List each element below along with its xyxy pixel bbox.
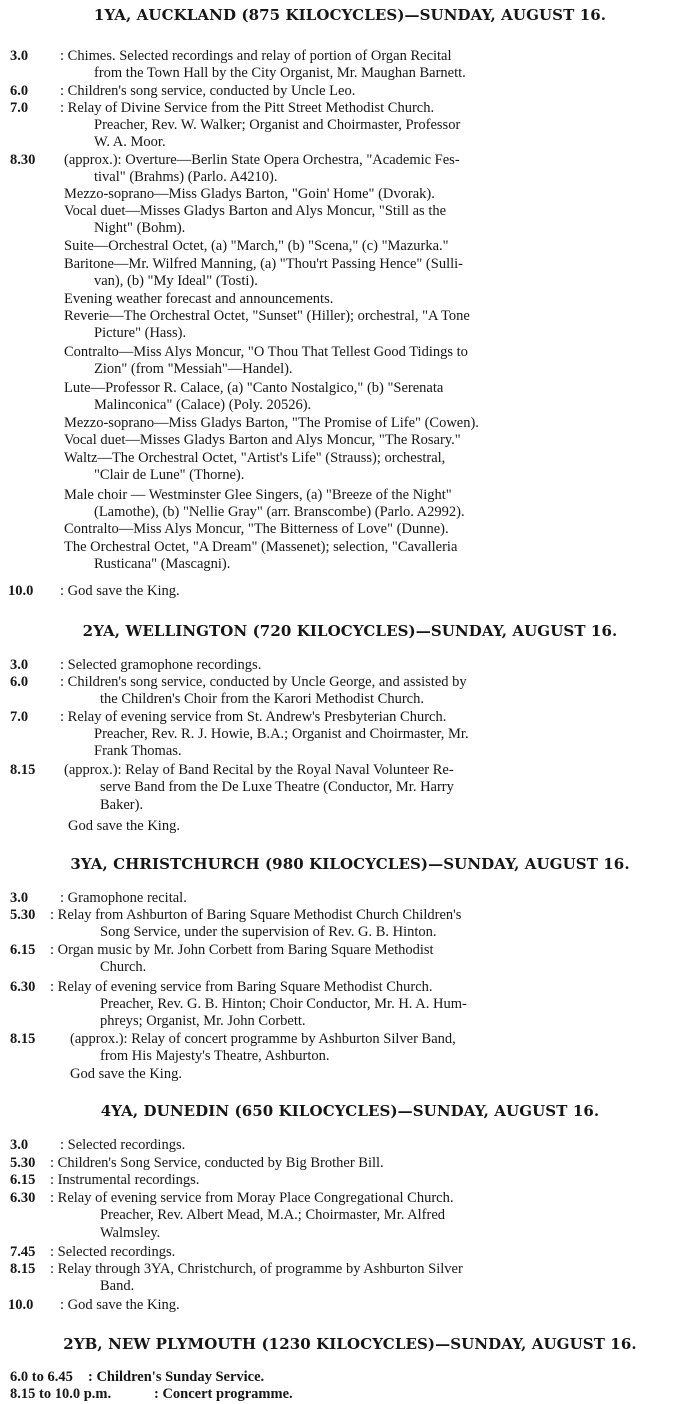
entry-line: Mezzo-soprano—Miss Gladys Barton, "The Promise of Life" (Cowen). (64, 415, 479, 431)
entry-line: Zion" (from "Messiah"—Handel). (94, 361, 293, 377)
entry-line: : Relay of evening service from Baring Square Methodist Church. (50, 979, 433, 995)
entry-line: Preacher, Rev. R. J. Howie, B.A.; Organist and Choirmaster, Mr. (94, 726, 469, 742)
entry-line: God save the King. (68, 818, 180, 834)
programme-entry (4, 907, 694, 924)
programme-entry-cont (4, 256, 694, 273)
entry-line: : God save the King. (60, 583, 180, 599)
entry-line: Walmsley. (100, 1225, 161, 1241)
entry-line: Frank Thomas. (94, 743, 182, 759)
programme-entry (4, 1261, 694, 1278)
entry-line: Waltz—The Orchestral Octet, "Artist's Life" (Strauss); orchestral, (64, 450, 446, 466)
entry-line: (Lamothe), (b) "Nellie Gray" (arr. Branscombe) (Parlo. A2992). (94, 504, 465, 520)
station-heading: 2YA, WELLINGTON (720 KILOCYCLES)—SUNDAY, AUGUST 16. (82, 622, 618, 640)
programme-entry-cont (4, 556, 694, 573)
entry-line: : God save the King. (60, 1297, 180, 1313)
entry-line: : Concert programme. (154, 1386, 293, 1402)
entry-line: (approx.): Relay of concert programme by Ashburton Silver Band, (70, 1031, 456, 1047)
programme-entry-cont (4, 521, 694, 538)
entry-line: Male choir — Westminster Glee Singers, (a) "Breeze of the Night" (64, 487, 452, 503)
entry-time: 8.15 (10, 1031, 36, 1047)
entry-line: Church. (100, 959, 147, 975)
programme-entry-cont (4, 1225, 694, 1242)
entry-line: Baritone—Mr. Wilfred Manning, (a) "Thou'rt Passing Hence" (Sulli- (64, 256, 463, 272)
entry-line: Malinconica" (Calace) (Poly. 20526). (94, 397, 312, 413)
entry-time: 10.0 (8, 1297, 34, 1313)
entry-line: Contralto—Miss Alys Moncur, "O Thou That Tellest Good Tidings to (64, 344, 468, 360)
entry-line: : Relay of evening service from Moray Place Congregational Church. (50, 1190, 454, 1206)
programme-entry-cont (4, 924, 694, 941)
entry-line: Evening weather forecast and announcements. (64, 291, 334, 307)
entry-line: the Children's Choir from the Karori Methodist Church. (100, 691, 424, 707)
station-heading: 2YB, NEW PLYMOUTH (1230 KILOCYCLES)—SUNDAY, AUGUST 16. (63, 1335, 637, 1353)
programme-entry (4, 1031, 694, 1048)
programme-entry (4, 762, 694, 779)
entry-line: van), (b) "My Ideal" (Tosti). (94, 273, 258, 289)
programme-entry (4, 583, 694, 600)
programme-entry-cont (4, 797, 694, 814)
entry-line: : Instrumental recordings. (50, 1172, 200, 1188)
entry-time: 6.0 (10, 83, 29, 99)
programme-entry-cont (4, 779, 694, 796)
programme-entry-cont (4, 539, 694, 556)
entry-line: : Children's Sunday Service. (88, 1369, 265, 1385)
programme-entry-cont (4, 691, 694, 708)
entry-time: 6.15 (10, 942, 36, 958)
programme-entry-cont (4, 273, 694, 290)
entry-time: 3.0 (10, 657, 29, 673)
entry-line: phreys; Organist, Mr. John Corbett. (100, 1013, 306, 1029)
entry-line: Picture" (Hass). (94, 325, 187, 341)
entry-time: 3.0 (10, 48, 29, 64)
programme-entry-cont (4, 117, 694, 134)
entry-time: 5.30 (10, 1155, 36, 1171)
entry-line: : Gramophone recital. (60, 890, 187, 906)
entry-line: W. A. Moor. (94, 134, 166, 150)
programme-entry-cont (4, 1278, 694, 1295)
programme-entry (4, 1297, 694, 1314)
programme-entry (4, 48, 694, 65)
programme-entry-cont (4, 467, 694, 484)
programme-entry-cont (4, 291, 694, 308)
entry-time: 6.0 (10, 674, 29, 690)
entry-line: : Relay of Divine Service from the Pitt Street Methodist Church. (60, 100, 435, 116)
entry-time: 8.15 (10, 762, 36, 778)
entry-time: 8.30 (10, 152, 36, 168)
entry-time: 6.30 (10, 979, 36, 995)
programme-entry-cont (4, 450, 694, 467)
entry-time: 6.15 (10, 1172, 36, 1188)
entry-time: 6.30 (10, 1190, 36, 1206)
entry-line: : Relay of evening service from St. Andrew's Presbyterian Church. (60, 709, 447, 725)
station-heading: 3YA, CHRISTCHURCH (980 KILOCYCLES)—SUNDAY, AUGUST 16. (70, 855, 630, 873)
entry-line: Vocal duet—Misses Gladys Barton and Alys Moncur, "Still as the (64, 203, 447, 219)
programme-entry-cont (4, 818, 694, 835)
entry-line: Contralto—Miss Alys Moncur, "The Bitterness of Love" (Dunne). (64, 521, 449, 537)
programme-entry-cont (4, 238, 694, 255)
entry-time: 8.15 (10, 1261, 36, 1277)
programme-entry-cont (4, 1048, 694, 1065)
entry-line: from His Majesty's Theatre, Ashburton. (100, 1048, 330, 1064)
programme-entry-cont (4, 487, 694, 504)
entry-line: : Selected recordings. (50, 1244, 176, 1260)
programme-entry-cont (4, 432, 694, 449)
entry-line: Preacher, Rev. G. B. Hinton; Choir Conductor, Mr. H. A. Hum- (100, 996, 467, 1012)
entry-line: Night" (Bohm). (94, 220, 186, 236)
entry-line: Reverie—The Orchestral Octet, "Sunset" (Hiller); orchestral, "A Tone (64, 308, 470, 324)
entry-line: "Clair de Lune" (Thorne). (94, 467, 245, 483)
programme-entry-cont (4, 959, 694, 976)
entry-line: Preacher, Rev. W. Walker; Organist and Choirmaster, Professor (94, 117, 461, 133)
entry-line: (approx.): Relay of Band Recital by the Royal Naval Volunteer Re- (64, 762, 454, 778)
programme-entry-cont (4, 220, 694, 237)
entry-line: Mezzo-soprano—Miss Gladys Barton, "Goin' Home" (Dvorak). (64, 186, 435, 202)
programme-entry-cont (4, 1066, 694, 1083)
station-heading: 1YA, AUCKLAND (875 KILOCYCLES)—SUNDAY, AUGUST 16. (93, 6, 607, 24)
programme-entry (4, 1244, 694, 1261)
entry-time: 8.15 to 10.0 p.m. (10, 1386, 112, 1402)
entry-line: : Organ music by Mr. John Corbett from Baring Square Methodist (50, 942, 434, 958)
entry-time: 7.0 (10, 100, 29, 116)
entry-line: : Relay from Ashburton of Baring Square Methodist Church Children's (50, 907, 462, 923)
programme-entry-cont (4, 397, 694, 414)
entry-time: 3.0 (10, 1137, 29, 1153)
programme-entry-cont (4, 325, 694, 342)
entry-line: Rusticana" (Mascagni). (94, 556, 231, 572)
entry-line: : Relay through 3YA, Christchurch, of programme by Ashburton Silver (50, 1261, 463, 1277)
entry-line: God save the King. (70, 1066, 182, 1082)
programme-entry-cont (4, 169, 694, 186)
programme-entry-cont (4, 380, 694, 397)
programme-entry (4, 83, 694, 100)
entry-line: : Children's song service, conducted by Uncle George, and assisted by (60, 674, 467, 690)
entry-line: tival" (Brahms) (Parlo. A4210). (94, 169, 278, 185)
programme-entry-cont (4, 743, 694, 760)
station-heading: 4YA, DUNEDIN (650 KILOCYCLES)—SUNDAY, AUGUST 16. (100, 1102, 600, 1120)
programme-entry (4, 1137, 694, 1154)
programme-entry-cont (4, 308, 694, 325)
programme-entry (4, 942, 694, 959)
entry-line: The Orchestral Octet, "A Dream" (Massenet); selection, "Cavalleria (64, 539, 458, 555)
programme-entry (4, 1386, 694, 1403)
programme-entry-cont (4, 996, 694, 1013)
programme-entry (4, 1155, 694, 1172)
entry-line: Suite—Orchestral Octet, (a) "March," (b) "Scena," (c) "Mazurka." (64, 238, 449, 254)
entry-time: 7.0 (10, 709, 29, 725)
programme-entry-cont (4, 726, 694, 743)
programme-entry (4, 1369, 694, 1386)
entry-line: : Selected recordings. (60, 1137, 186, 1153)
programme-entry-cont (4, 65, 694, 82)
entry-line: Band. (100, 1278, 135, 1294)
programme-entry-cont (4, 1207, 694, 1224)
entry-time: 5.30 (10, 907, 36, 923)
entry-time: 10.0 (8, 583, 34, 599)
entry-line: : Children's song service, conducted by Uncle Leo. (60, 83, 356, 99)
programme-entry (4, 657, 694, 674)
entry-line: Preacher, Rev. Albert Mead, M.A.; Choirmaster, Mr. Alfred (100, 1207, 446, 1223)
entry-line: : Children's Song Service, conducted by Big Brother Bill. (50, 1155, 384, 1171)
entry-line: serve Band from the De Luxe Theatre (Conductor, Mr. Harry (100, 779, 454, 795)
programme-entry-cont (4, 504, 694, 521)
entry-line: Vocal duet—Misses Gladys Barton and Alys Moncur, "The Rosary." (64, 432, 461, 448)
programme-entry-cont (4, 203, 694, 220)
entry-line: : Selected gramophone recordings. (60, 657, 262, 673)
programme-entry-cont (4, 361, 694, 378)
programme-entry-cont (4, 186, 694, 203)
programme-entry-cont (4, 134, 694, 151)
entry-line: Song Service, under the supervision of Rev. G. B. Hinton. (100, 924, 437, 940)
entry-line: from the Town Hall by the City Organist, Mr. Maughan Barnett. (94, 65, 466, 81)
programme-entry (4, 152, 694, 169)
programme-entry (4, 1172, 694, 1189)
programme-entry (4, 979, 694, 996)
programme-entry (4, 890, 694, 907)
entry-time: 3.0 (10, 890, 29, 906)
entry-line: (approx.): Overture—Berlin State Opera Orchestra, "Academic Fes- (64, 152, 460, 168)
programme-entry (4, 1190, 694, 1207)
programme-entry-cont (4, 415, 694, 432)
programme-entry (4, 709, 694, 726)
entry-time: 7.45 (10, 1244, 36, 1260)
entry-line: : Chimes. Selected recordings and relay of portion of Organ Recital (60, 48, 452, 64)
entry-line: Lute—Professor R. Calace, (a) "Canto Nostalgico," (b) "Serenata (64, 380, 444, 396)
entry-line: Baker). (100, 797, 144, 813)
programme-entry (4, 100, 694, 117)
programme-entry-cont (4, 1013, 694, 1030)
entry-time: 6.0 to 6.45 (10, 1369, 73, 1385)
programme-entry-cont (4, 344, 694, 361)
programme-entry (4, 674, 694, 691)
